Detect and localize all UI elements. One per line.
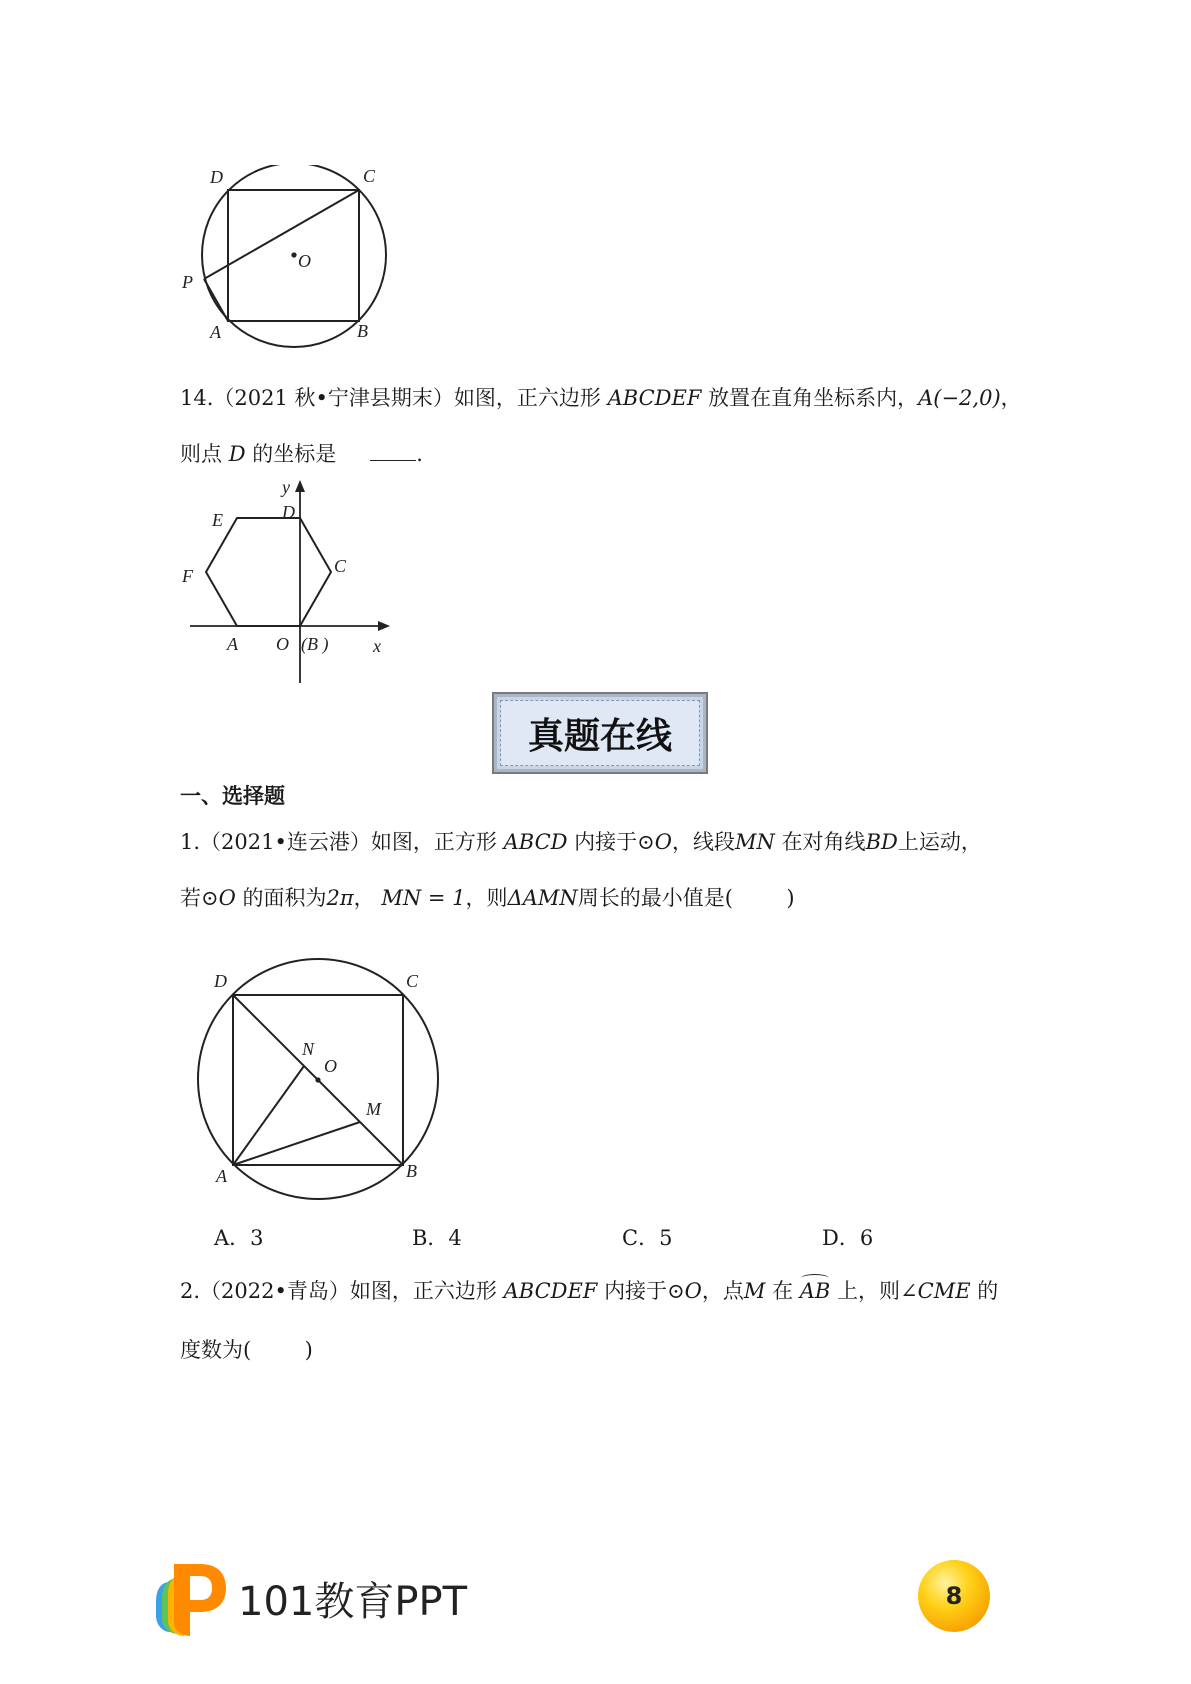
x-arrow <box>378 621 390 631</box>
sub-heading: 一、选择题 <box>180 784 285 808</box>
q1-line2 <box>180 882 795 912</box>
q14-period: . <box>416 442 423 466</box>
label-a: A <box>210 322 221 342</box>
brand-logo-text: 101教育PPT <box>238 1579 468 1625</box>
center-dot <box>291 252 296 257</box>
q2-pt: M <box>743 1279 766 1303</box>
brand-logo-icon <box>152 1558 228 1638</box>
section-title: 真题在线 <box>500 700 700 766</box>
segment-am <box>233 1122 360 1165</box>
page-number: 8 <box>945 1582 963 1610</box>
y-arrow <box>295 480 305 492</box>
q14-text2: 放置在直角坐标系内， <box>708 386 919 410</box>
q14-line2 <box>180 438 423 468</box>
q2-paren: ( ) <box>243 1338 313 1362</box>
q1-square: ABCD <box>503 830 568 854</box>
q1-mn-eq: MN = 1 <box>381 886 466 910</box>
q1-seg: MN <box>734 830 775 854</box>
label-d: D <box>214 971 227 991</box>
q2-number: 2. <box>180 1279 201 1303</box>
answer-blank[interactable] <box>370 442 416 461</box>
q2-circle: ⊙O <box>667 1279 702 1303</box>
label-o: O <box>276 634 289 654</box>
label-b: B <box>357 321 368 341</box>
q1-paren: ( ) <box>724 886 795 910</box>
figure-q14 <box>176 478 406 688</box>
q2-source: （2022•青岛） <box>200 1279 350 1303</box>
q1-l2-a: 若 <box>180 886 201 910</box>
q1-l2-e: 周长的最小值是 <box>577 886 725 910</box>
q1-t5: 上运动， <box>897 830 982 854</box>
q2-t1: 如图，正六边形 <box>349 1279 497 1303</box>
q1-area: 2π <box>326 886 354 910</box>
option-a[interactable]: A．3 <box>214 1226 264 1250</box>
page-number-badge <box>918 1560 990 1632</box>
label-b: B <box>406 1161 417 1181</box>
label-c: C <box>406 971 419 991</box>
label-e: E <box>212 510 223 530</box>
q1-tri: ΔAMN <box>507 886 578 910</box>
q1-source: （2021•连云港） <box>200 830 371 854</box>
label-f: F <box>182 566 193 586</box>
q1-l2-circle: ⊙O <box>201 886 236 910</box>
q14-number: 14. <box>180 386 214 410</box>
option-b[interactable]: B．4 <box>412 1226 462 1250</box>
label-x: x <box>373 636 381 656</box>
q2-t6: 的 <box>977 1279 999 1303</box>
label-y: y <box>282 478 290 497</box>
q1-number: 1. <box>180 830 201 854</box>
label-o: O <box>324 1056 337 1076</box>
label-p: P <box>182 272 193 292</box>
q1-l2-d: ，则 <box>465 886 508 910</box>
q1-l2-b: 的面积为 <box>242 886 327 910</box>
q1-t1: 如图，正方形 <box>370 830 497 854</box>
section-title-box <box>492 692 708 774</box>
q2-line2 <box>180 1334 313 1364</box>
q2-t5: 上，则 <box>837 1279 901 1303</box>
label-d: D <box>210 167 223 187</box>
q2-line1 <box>180 1275 998 1305</box>
figure-q13 <box>172 165 402 365</box>
option-c[interactable]: C．5 <box>622 1226 673 1250</box>
label-n: N <box>302 1039 315 1059</box>
q1-t2: 内接于 <box>574 830 638 854</box>
label-c: C <box>363 166 376 186</box>
label-b: (B ) <box>301 634 329 654</box>
q1-line1 <box>180 826 982 856</box>
q1-t4: 在对角线 <box>781 830 866 854</box>
q14-point-a: A(−2,0) <box>918 386 1001 410</box>
q14-text1: 如图，正六边形 <box>453 386 601 410</box>
q14-line2-b: 的坐标是 <box>252 442 337 466</box>
q1-t3: ，线段 <box>671 830 735 854</box>
label-d: D <box>282 502 295 522</box>
segment-an <box>233 1066 304 1165</box>
center-dot <box>315 1077 320 1082</box>
hexagon-abcdef <box>206 518 331 626</box>
q14-line1 <box>180 382 1022 412</box>
q1-diag: BD <box>865 830 898 854</box>
q2-shape: ABCDEF <box>503 1279 598 1303</box>
label-a: A <box>216 1166 227 1186</box>
figure-q1 <box>190 955 450 1205</box>
segment-pa <box>204 279 228 321</box>
option-d[interactable]: D．6 <box>822 1226 874 1250</box>
label-o: O <box>298 251 311 271</box>
label-a: A <box>227 634 238 654</box>
q14-shape: ABCDEF <box>607 386 702 410</box>
q14-text3: ， <box>1000 386 1022 410</box>
q2-t4: 在 <box>772 1279 794 1303</box>
q2-l2: 度数为 <box>180 1338 243 1362</box>
q1-circle: ⊙O <box>637 830 672 854</box>
q2-arc: AB <box>799 1279 831 1303</box>
q14-source: （2021 秋•宁津县期末） <box>213 386 454 410</box>
q14-line2-a: 则点 <box>180 442 222 466</box>
label-c: C <box>334 556 347 576</box>
q2-t2: 内接于 <box>604 1279 668 1303</box>
q2-t3: ，点 <box>701 1279 744 1303</box>
q14-point-d: D <box>228 442 246 466</box>
q1-l2-c: ， <box>353 886 375 910</box>
label-m: M <box>366 1099 381 1119</box>
q2-angle: ∠CME <box>900 1279 971 1303</box>
